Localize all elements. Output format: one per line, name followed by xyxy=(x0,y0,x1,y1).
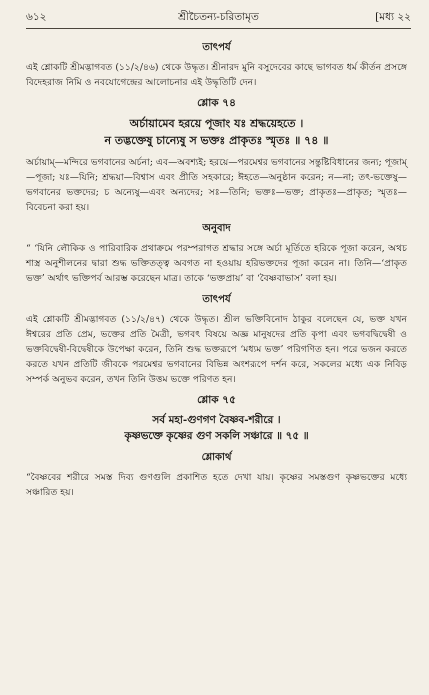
verse-number: শ্লোক ৭৫ xyxy=(197,394,236,406)
purport-label: তাৎপর্য xyxy=(202,42,231,53)
purport-paragraph: এই শ্লোকটি শ্রীমদ্ভাগবত (১১/২/৪৬) থেকে উদ্ধৃত। শ্রীনারদ মুনি বসুদেবের কাছে ভাগবত ধর্ম কীর্তন প্রসঙ্গে বিদেহরাজ নিমি ও নবযোগেন্দ্রের আলোচনার এই উদ্ধৃতিটি দেন। xyxy=(26,62,407,88)
header-rule xyxy=(26,28,411,29)
page-body xyxy=(26,34,407,500)
synonyms-paragraph: অর্চায়াম্—মন্দিরে ভগবানের অর্চনা; এব—অবশ্যই; হরয়ে—পরমেশ্বর ভগবানের সন্তুষ্টিবিধানের জন্য; পূজাম্—পূজা; যঃ—যিনি; শ্রদ্ধয়া—বিশ্বাস এবং প্রীতি সহকারে; ঈহতে—অনুষ্ঠান করেন; ন—না; তৎ-ভক্তেষু—ভগবানের ভক্তদের; চ অন্যেষু—এবং অন্যদের; সঃ—তিনি; ভক্তঃ—ভক্ত; প্রাকৃতঃ—প্রাকৃত; স্মৃতঃ—বিবেচনা করা হয়। xyxy=(26,157,407,213)
verse-meaning-paragraph: “বৈষ্ণবের শরীরে সমস্ত দিব্য গুণগুলি প্রকাশিত হতে দেখা যায়। কৃষ্ণের সমস্তগুণ কৃষ্ণভক্তের মধ্যে সঞ্চারিত হয়। xyxy=(26,472,407,498)
section-marker: [মধ্য ২২ xyxy=(375,11,411,23)
verse-line: অর্চায়ামেব হরয়ে পূজাং যঃ শ্রদ্ধয়েহতে । xyxy=(129,117,304,130)
translation-paragraph: “ ‘যিনি লৌকিক ও পারিবারিক প্রথাক্রমে পরম্পরাগত শ্রদ্ধার সঙ্গে অর্চা মূর্তিতে হরিকে পূজা করেন, অথচ শাস্ত্র অনুশীলনের দ্বারা শুদ্ধ ভক্তিতত্ত্ব অবগত না হওয়ায় হরিভক্তদের পূজা করেন না। তিনি—‘প্রাকৃত ভক্ত’ অর্থাৎ ভক্তিপর্ব আরম্ভ করেছেন মাত্র। তাকে ‘ভক্তপ্রায়’ বা ‘বৈষ্ণবাভাস’ বলা হয়। xyxy=(26,243,407,284)
page-number: ৬১২ xyxy=(26,11,47,23)
purport-paragraph: এই শ্লোকটি শ্রীমদ্ভাগবত (১১/২/৪৭) থেকে উদ্ধৃত। শ্রীল ভক্তিবিনোদ ঠাকুর বলেছেন যে, ভক্ত যখন ঈশ্বরের প্রতি প্রেম, ভক্তের প্রতি মৈত্রী, ভগবৎ বিষয়ে অজ্ঞ মানুষদের প্রতি কৃপা এবং ভগবদ্বিদ্বেষী ও ভক্তবিদ্বেষী-বিদ্বেষীকে উপেক্ষা করেন, তিনি শুদ্ধ ভক্তরূপে ‘মধ্যম ভক্ত’ পরিগণিত হন। পরে ভজন করতে করতে যখন প্রতিটি জীবকে পরমেশ্বর ভগবানের বিভিন্ন অংশরূপে দর্শন করে, সকলের মধ্যে এক নিবিড় সম্পর্ক অনুভব করেন, তখন তিনি উত্তম ভক্তে পরিণত হন। xyxy=(26,314,407,385)
verse-line: ন তদ্ভক্তেষু চান্যেষু স ভক্তঃ প্রাকৃতঃ স্মৃতঃ ॥ ৭৪ ॥ xyxy=(104,134,329,147)
translation-label: অনুবাদ xyxy=(202,223,231,234)
running-title: শ্রীচৈতন্য-চরিতামৃত xyxy=(178,11,259,23)
verse-line: সর্ব মহা-গুণগণ বৈষ্ণব-শরীরে । xyxy=(152,414,281,426)
verse-meaning-label: শ্লোকার্থ xyxy=(201,452,232,463)
page-header xyxy=(26,8,411,28)
verse-number: শ্লোক ৭৪ xyxy=(197,97,236,109)
verse-line: কৃষ্ণভক্তে কৃষ্ণের গুণ সকলি সঞ্চারে ॥ ৭৫ ॥ xyxy=(124,430,309,442)
purport-label: তাৎপর্য xyxy=(202,294,231,305)
